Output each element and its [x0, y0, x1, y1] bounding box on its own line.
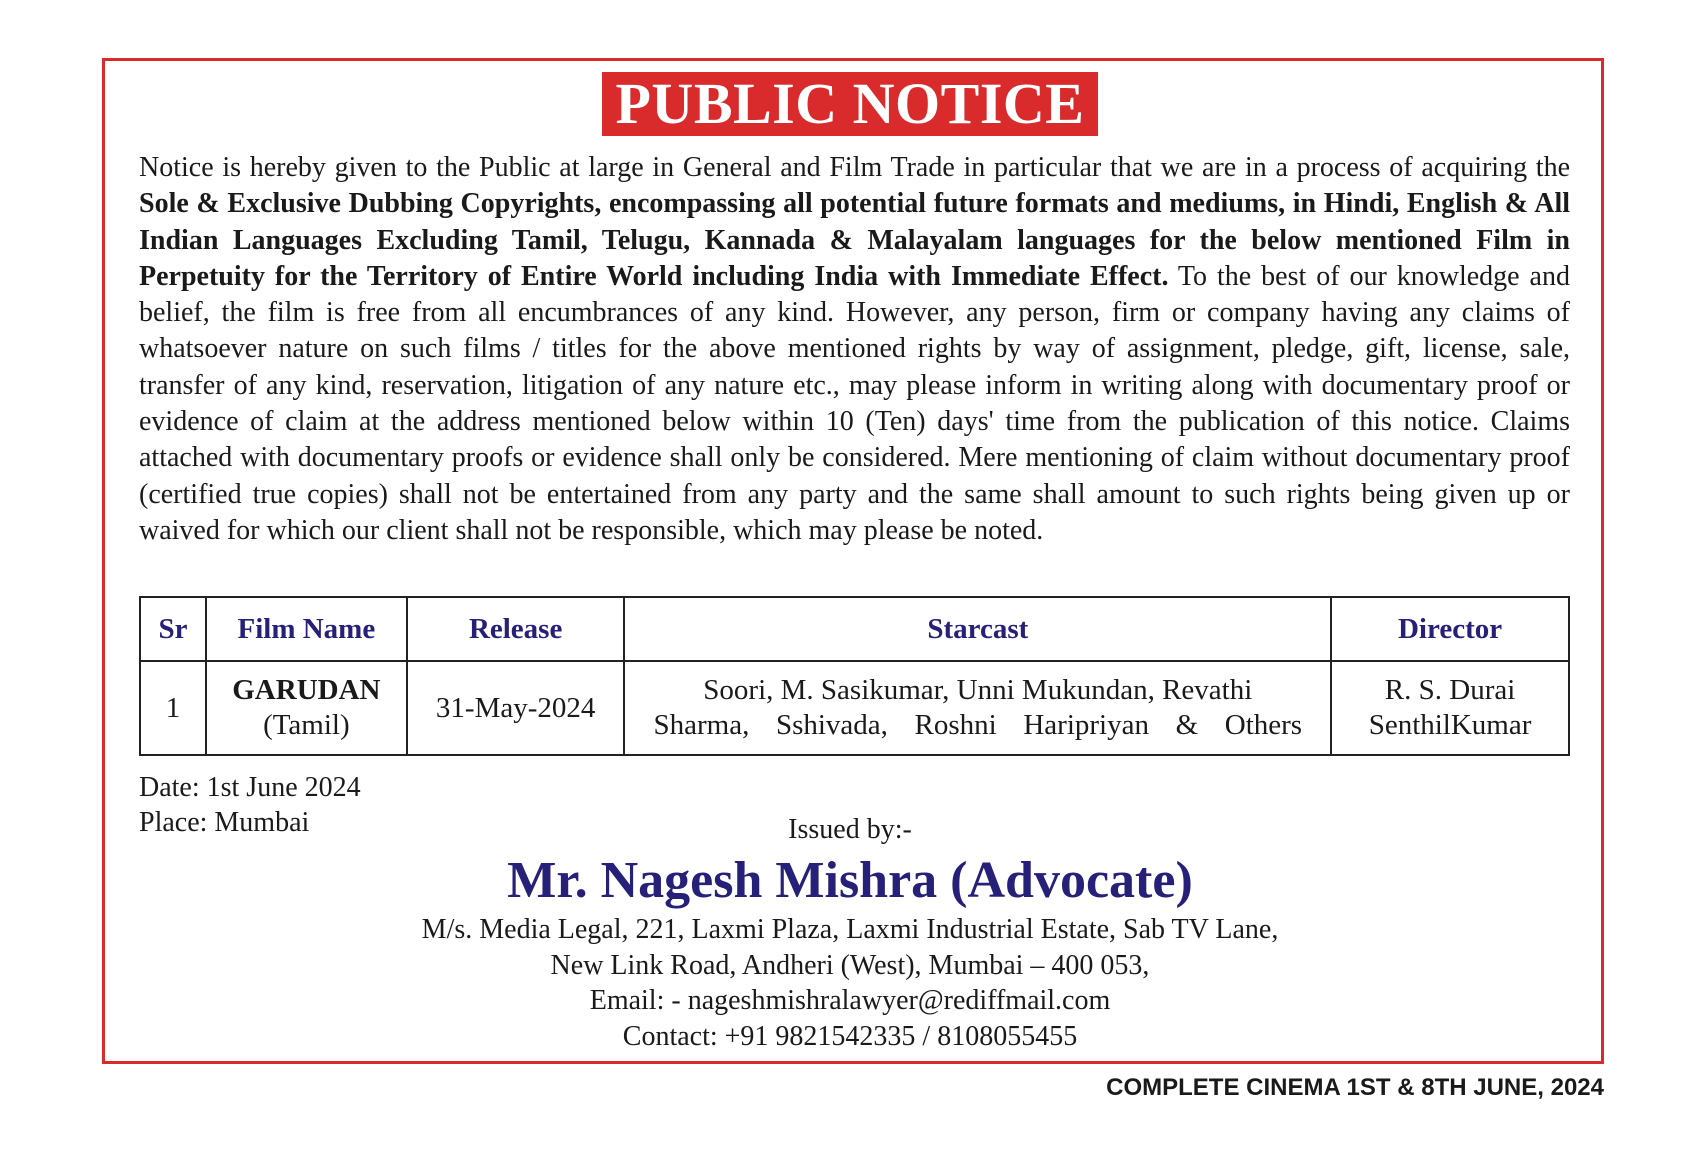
header-release: Release [407, 597, 625, 661]
title-wrapper [0, 72, 1700, 136]
contact-line: Contact: +91 9821542335 / 8108055455 [622, 1020, 1078, 1052]
cell-starcast: Soori, M. Sasikumar, Unni Mukundan, Revathi Sharma, Sshivada, Roshni Haripriyan & Others [624, 661, 1331, 755]
film-table [139, 596, 1570, 756]
address-line-1: M/s. Media Legal, 221, Laxmi Plaza, Laxmi Industrial Estate, Sab TV Lane, [421, 914, 1279, 945]
email-line: Email: - nageshmishralawyer@rediffmail.com [589, 985, 1111, 1016]
header-starcast: Starcast [624, 597, 1331, 661]
address-block [0, 912, 1700, 1054]
cell-director [1331, 661, 1569, 755]
film-language: (Tamil) [263, 709, 350, 741]
notice-title: PUBLIC NOTICE [602, 72, 1099, 136]
body-intro: Notice is hereby given to the Public at large in General and Film Trade in particular that we are in a process of acquiring the [139, 152, 1570, 183]
cell-sr: 1 [140, 661, 206, 755]
table-row [140, 661, 1569, 755]
table-header-row [140, 597, 1569, 661]
cell-release: 31-May-2024 [407, 661, 625, 755]
notice-date: Date: 1st June 2024 [139, 772, 361, 803]
header-director: Director [1331, 597, 1569, 661]
notice-body [139, 150, 1570, 549]
advocate-name: Mr. Nagesh Mishra (Advocate) [507, 852, 1193, 909]
film-title: GARUDAN [232, 674, 381, 706]
issued-by-label: Issued by:- [788, 814, 912, 845]
address-line-2: New Link Road, Andheri (West), Mumbai – 400 053, [550, 949, 1150, 981]
director-line-2: SenthilKumar [1368, 709, 1532, 741]
cell-film-name [206, 661, 407, 755]
body-rest: To the best of our knowledge and belief, the film is free from all encumbrances of any kind. However, any person, firm or company having any claims of whatsoever nature on such films / titles for the above mentioned rights by way of assignment, pledge, gift, license, sale, transfer of any kind, reservation, litigation of any nature etc., may please inform in writing along with documentary proof or evidence of claim at the address mentioned below within 10 (Ten) days' time from the publication of this notice. Claims attached with documentary proofs or evidence shall only be considered. Mere mentioning of claim without documentary proof (certified true copies) shall not be entertained from any party and the same shall amount to such rights being given up or waived for which our client shall not be responsible, which may please be noted. [139, 260, 1570, 546]
body-rights-clause: Sole & Exclusive Dubbing Copyrights, encompassing all potential future formats and mediums, in Hindi, English & All Indian Languages Excluding Tamil, Telugu, Kannada & Malayalam languages for the below mentioned Film in Perpetuity for the Territory of Entire World including India with Immediate Effect. [139, 188, 1570, 292]
publication-footer: COMPLETE CINEMA 1ST & 8TH JUNE, 2024 [1106, 1074, 1604, 1101]
notice-place: Place: Mumbai [139, 807, 310, 838]
header-film-name: Film Name [206, 597, 407, 661]
header-sr: Sr [140, 597, 206, 661]
director-line-1: R. S. Durai [1384, 674, 1516, 706]
